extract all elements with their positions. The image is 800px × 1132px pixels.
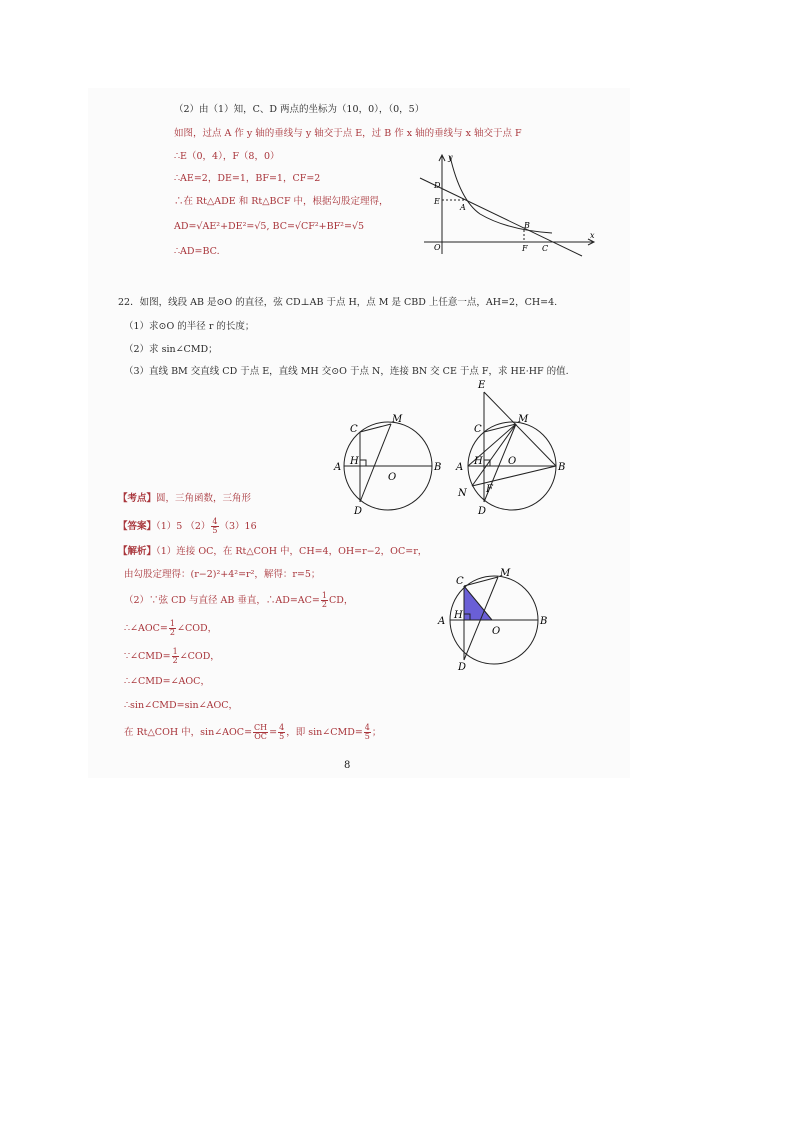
q22-part2: （2）求 sin∠CMD； [124, 344, 218, 355]
jiexi-line4: ∴∠AOC= $\frac{1}{2}$ ∠COD， [124, 619, 218, 637]
jiexi-line6: ∴∠CMD=∠AOC， [124, 676, 210, 687]
jiexi-line8: 在 Rt△COH 中，sin∠AOC= $\frac{CH}{OC}$ = $\frac{4}{5}$ ，即 sin∠CMD= $\frac{4}{5}$ ； [124, 723, 382, 741]
fraction-four-fifths: $\frac{4}{5}$ [279, 723, 285, 741]
daan-tag: 【答案】 [118, 521, 157, 532]
label-o: O [434, 243, 441, 252]
jiexi-tag: 【解析】 [118, 546, 157, 557]
fraction-four-fifths: $\frac{4}{5}$ [364, 723, 370, 741]
label-c: C [350, 424, 358, 435]
hyperbola-curve [450, 156, 552, 233]
sol21-line4: ∴AE=2，DE=1，BF=1，CF=2 [174, 173, 321, 184]
q22-figure-left [328, 408, 448, 520]
segment-md [360, 424, 391, 502]
line-dc [420, 178, 582, 256]
label-h: H [474, 456, 483, 467]
label-m: M [500, 568, 511, 579]
label-a: A [456, 462, 464, 473]
q22-figure-right [450, 378, 576, 520]
daan-line [118, 518, 257, 535]
fig21-graph [412, 150, 600, 258]
label-o: O [508, 456, 517, 467]
q22-part1: （1）求⊙O 的半径 r 的长度； [124, 321, 255, 332]
label-o: O [388, 472, 397, 483]
label-f: F [522, 244, 528, 253]
solution-figure [432, 568, 556, 672]
q22-part3: （3）直线 BM 交直线 CD 于点 E，直线 MH 交⊙O 于点 N，连接 BN 交 CE 于点 F，求 HE·HF 的值. [124, 366, 569, 377]
label-c: C [474, 424, 482, 435]
q22-stem: 22．如图，线段 AB 是⊙O 的直径，弦 CD⊥AB 于点 H，点 M 是 CBD 上任意一点，AH=2，CH=4. [118, 297, 558, 308]
sol21-line6 [174, 221, 364, 233]
sol21-line1: （2）由（1）知，C、D 两点的坐标为（10，0），（0，5） [174, 104, 425, 115]
kaodian-text: 圆，三角函数，三角形 [156, 493, 252, 504]
label-o: O [492, 626, 501, 637]
label-c: C [542, 244, 549, 253]
sol21-line5: ∴在 Rt△ADE 和 Rt△BCF 中，根据勾股定理得， [174, 196, 389, 207]
jiexi-line3: （2）∵弦 CD 与直径 AB 垂直，∴AD=AC= $\frac{1}{2}$ CD， [124, 591, 354, 609]
label-h: H [350, 456, 359, 467]
right-angle-mark [360, 460, 366, 466]
label-e: E [478, 380, 486, 391]
label-a: A [334, 462, 342, 473]
segment-cm [360, 424, 391, 432]
sol21-line2: 如图，过点 A 作 y 轴的垂线与 y 轴交于点 E，过 B 作 x 轴的垂线与 x 轴交于点 F [174, 128, 522, 139]
label-y: y [448, 153, 453, 162]
label-n: N [458, 488, 467, 499]
kaodian-tag: 【考点】 [118, 493, 157, 504]
label-m: M [518, 414, 529, 425]
jiexi-line2: 由勾股定理得：(r−2)²+4²=r²，解得：r=5； [124, 569, 321, 580]
formula-bc: BC=√CF²+BF²=√5 [272, 221, 365, 232]
jiexi-line7: ∴sin∠CMD=sin∠AOC， [124, 700, 239, 711]
label-d: D [478, 506, 487, 517]
label-a: A [460, 203, 466, 212]
label-b: B [540, 616, 548, 627]
label-b: B [434, 462, 442, 473]
daan-part3: （3）16 [219, 521, 257, 532]
sol21-line7: ∴AD=BC. [174, 246, 220, 257]
label-d: D [458, 662, 467, 672]
jiexi-line5: ∵∠CMD= $\frac{1}{2}$ ∠COD， [124, 647, 220, 665]
formula-ad: AD=√AE²+DE²=√5, [174, 221, 270, 232]
label-m: M [392, 414, 403, 425]
page-number: 8 [344, 760, 351, 771]
label-b: B [524, 221, 530, 230]
fraction-ch-oc: $\frac{CH}{OC}$ [254, 723, 268, 741]
sol21-line3: ∴E（0，4），F（8，0） [174, 151, 280, 162]
label-b: B [558, 462, 566, 473]
label-c: C [456, 576, 464, 587]
label-e: E [434, 197, 440, 206]
fraction-half: $\frac{1}{2}$ [169, 619, 175, 637]
label-x: x [590, 231, 595, 240]
fraction-half: $\frac{1}{2}$ [321, 591, 327, 609]
kaodian-line [118, 493, 251, 505]
jiexi-text1: （1）连接 OC，在 Rt△COH 中，CH=4，OH=r−2，OC=r， [156, 546, 428, 557]
label-d: D [434, 181, 441, 190]
label-f: F [486, 484, 493, 495]
daan-fraction: $\frac{4}{5}$ [212, 517, 218, 535]
label-a: A [438, 616, 446, 627]
label-h: H [454, 610, 463, 621]
jiexi-line1 [118, 546, 427, 558]
daan-part1: （1）5 （2） [156, 521, 211, 532]
fraction-half: $\frac{1}{2}$ [172, 647, 178, 665]
label-d: D [354, 506, 363, 517]
